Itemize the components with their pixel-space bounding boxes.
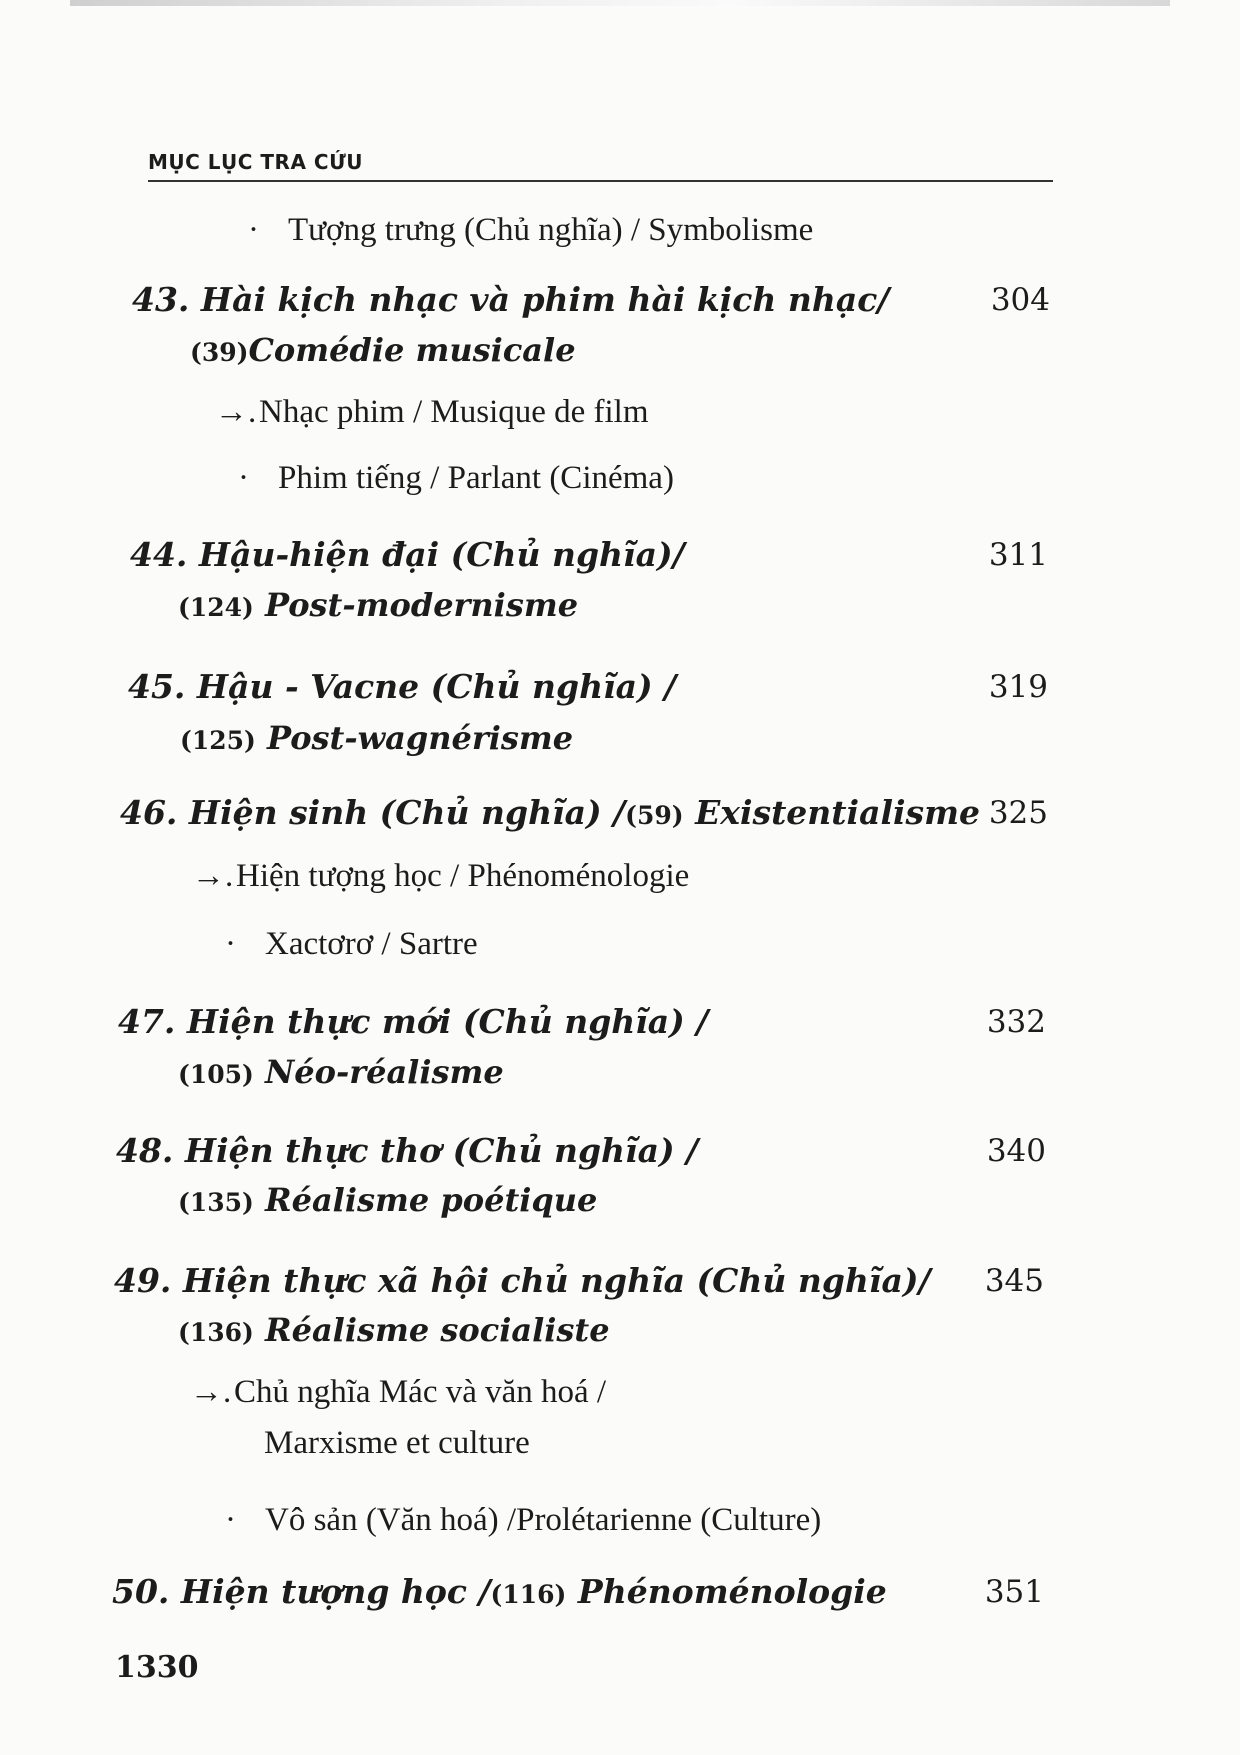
entry-44: 44. Hậu-hiện đại (Chủ nghĩa)/ 311 bbox=[130, 535, 1048, 574]
page-number: 319 bbox=[988, 669, 1048, 705]
related-ref: · Vô sản (Văn hoá) /Prolétarienne (Culture) bbox=[225, 1502, 822, 1538]
cross-ref: →.Hiện tượng học / Phénoménologie bbox=[192, 858, 690, 894]
entry-48: 48. Hiện thực thơ (Chủ nghĩa) / 340 bbox=[116, 1131, 1046, 1170]
entry-45: 45. Hậu - Vacne (Chủ nghĩa) / 319 bbox=[128, 667, 1048, 706]
arrow-icon: →. bbox=[192, 858, 234, 894]
page-number: 304 bbox=[990, 282, 1050, 318]
arrow-icon: →. bbox=[215, 394, 257, 430]
cross-ref: →.Chủ nghĩa Mác và văn hoá / bbox=[190, 1374, 607, 1410]
entry-49-french: (136) Réalisme socialiste bbox=[178, 1311, 610, 1349]
bullet-icon: · bbox=[248, 212, 259, 248]
page-number: 340 bbox=[986, 1133, 1046, 1169]
entry-48-french: (135) Réalisme poétique bbox=[178, 1181, 598, 1219]
folio-page-number: 1330 bbox=[115, 1650, 199, 1685]
page-number: 345 bbox=[984, 1263, 1044, 1299]
page-edge-shadow bbox=[70, 0, 1170, 6]
page-number: 311 bbox=[988, 537, 1048, 573]
cross-ref-cont: Marxisme et culture bbox=[264, 1425, 530, 1461]
entry-47-french: (105) Néo-réalisme bbox=[178, 1053, 504, 1091]
related-ref: · Phim tiếng / Parlant (Cinéma) bbox=[238, 460, 674, 496]
entry-49: 49. Hiện thực xã hội chủ nghĩa (Chủ nghĩa)/ 345 bbox=[114, 1261, 1044, 1300]
header-rule bbox=[148, 180, 1053, 182]
entry-title: 43. Hài kịch nhạc và phim hài kịch nhạc/ bbox=[132, 280, 890, 319]
entry-46: 46. Hiện sinh (Chủ nghĩa) /(59) Existentialisme 325 bbox=[120, 793, 1048, 832]
index-line-ref: · Tượng trưng (Chủ nghĩa) / Symbolisme bbox=[248, 212, 814, 248]
running-header: MỤC LỤC TRA CỨU bbox=[148, 150, 364, 174]
entry-43-french: (39)Comédie musicale bbox=[190, 331, 576, 369]
page-number: 351 bbox=[984, 1574, 1044, 1610]
cross-ref: →.Nhạc phim / Musique de film bbox=[215, 394, 649, 430]
entry-50: 50. Hiện tượng học /(116) Phénoménologie 351 bbox=[112, 1572, 1044, 1611]
bullet-icon: · bbox=[238, 460, 249, 496]
bullet-icon: · bbox=[225, 926, 236, 962]
entry-43 bbox=[132, 280, 1050, 320]
bullet-icon: · bbox=[225, 1502, 236, 1538]
page-number: 325 bbox=[988, 795, 1048, 831]
arrow-icon: →. bbox=[190, 1374, 232, 1410]
page-number: 332 bbox=[986, 1004, 1046, 1040]
entry-47: 47. Hiện thực mới (Chủ nghĩa) / 332 bbox=[118, 1002, 1046, 1041]
entry-44-french: (124) Post-modernisme bbox=[178, 586, 579, 624]
entry-45-french: (125) Post-wagnérisme bbox=[180, 719, 574, 757]
related-ref: · Xactơrơ / Sartre bbox=[225, 926, 478, 962]
